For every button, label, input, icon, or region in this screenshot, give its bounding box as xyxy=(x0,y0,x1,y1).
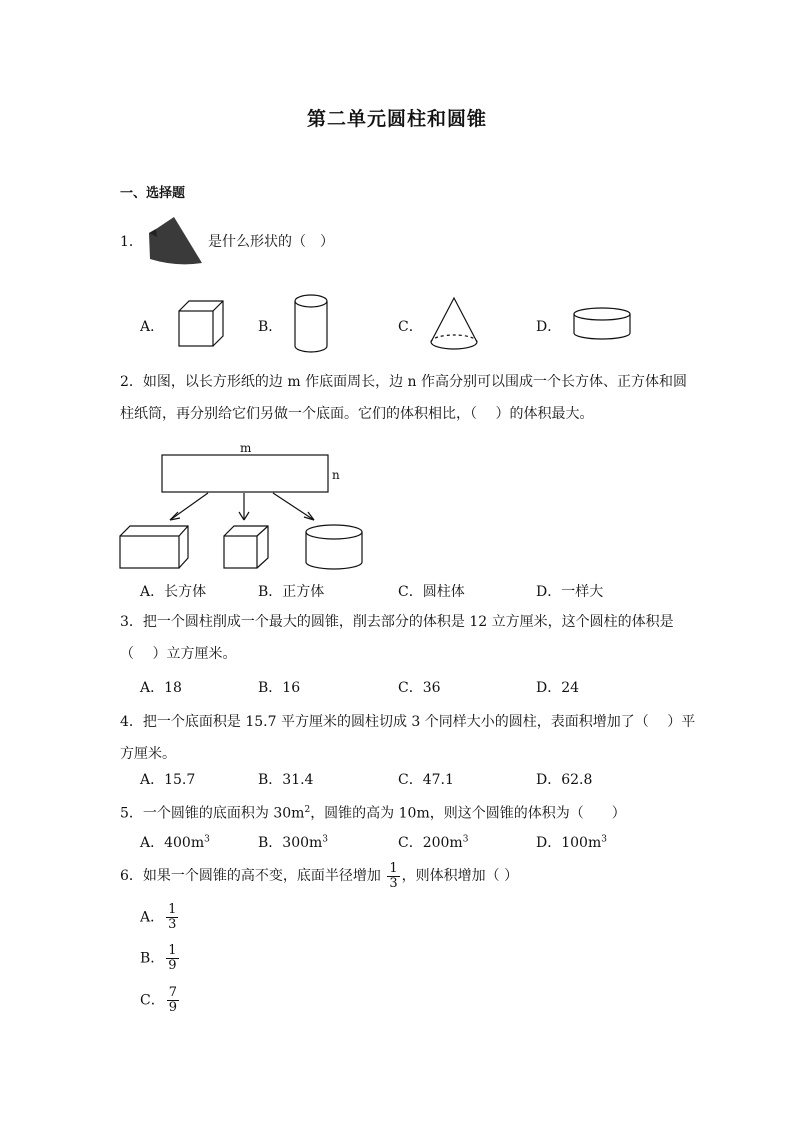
q3-line1: 3．把一个圆柱削成一个最大的圆锥，削去部分的体积是 12 立方厘米，这个圆柱的体积是 xyxy=(120,614,674,630)
q2-option-d[interactable]: D．一样大 xyxy=(536,584,604,600)
q3-option-a[interactable]: A．18 xyxy=(140,680,182,696)
q3-option-d[interactable]: D．24 xyxy=(536,680,580,696)
q1-option-d-label[interactable]: D． xyxy=(536,319,562,335)
q5-option-b-sup: 3 xyxy=(322,834,329,845)
q6-fraction-den: 3 xyxy=(389,875,398,891)
q6-text-a: 6．如果一个圆锥的高不变，底面半径增加 xyxy=(120,868,381,884)
q4-line1: 4．把一个底面积是 15.7 平方厘米的圆柱切成 3 个同样大小的圆柱，表面积增加了（ ）平 xyxy=(120,714,696,730)
q1-number: 1． xyxy=(120,234,143,250)
q6-option-a-label: A． xyxy=(140,909,165,926)
cylinder-shape-icon xyxy=(294,294,330,356)
q6-option-b-label: B． xyxy=(140,950,165,967)
page-title: 第二单元圆柱和圆锥 xyxy=(306,108,487,130)
q2-option-b[interactable]: B．正方体 xyxy=(258,584,325,600)
q6-text-b: ，则体积增加（ ） xyxy=(401,868,519,884)
q5-option-c-value: C．200m xyxy=(398,835,463,851)
q6-option-c-label: C． xyxy=(140,992,165,1009)
cube-shape-icon xyxy=(178,300,224,348)
q6-option-a[interactable] xyxy=(140,903,180,932)
q1-option-c-label[interactable]: C． xyxy=(398,319,423,335)
q5-text-a: 5．一个圆锥的底面积为 30m xyxy=(120,805,305,822)
q6-text xyxy=(120,860,518,892)
q2-paper-figure xyxy=(118,440,358,572)
q5-option-d-value: D．100m xyxy=(536,835,602,851)
q6-fraction-num: 1 xyxy=(389,860,398,876)
q6-option-b-fraction xyxy=(166,944,178,973)
q1-option-a-label[interactable]: A． xyxy=(140,319,165,335)
q6-option-a-num: 1 xyxy=(168,902,177,917)
q4-option-a[interactable]: A．15.7 xyxy=(140,772,196,788)
q6-option-c-fraction xyxy=(167,986,179,1015)
q2-label-n: n xyxy=(332,468,340,482)
q6-option-c[interactable] xyxy=(140,986,181,1015)
q2-option-c[interactable]: C．圆柱体 xyxy=(398,584,465,600)
q6-option-b[interactable] xyxy=(140,944,181,973)
section-heading: 一、选择题 xyxy=(120,186,186,201)
q4-line2: 方厘米。 xyxy=(120,746,176,762)
q2-line2: 柱纸筒，再分别给它们另做一个底面。它们的体积相比，（ ）的体积最大。 xyxy=(120,406,594,422)
q1-cone-shadow-image xyxy=(146,215,206,267)
q5-text-b: ，圆锥的高为 10m，则这个圆锥的体积为（ ） xyxy=(310,805,626,822)
q6-option-c-num: 7 xyxy=(168,985,177,1000)
q5-option-b[interactable] xyxy=(258,832,328,852)
q5-text xyxy=(120,794,626,830)
q6-option-a-den: 3 xyxy=(168,917,177,932)
q5-option-d[interactable] xyxy=(536,832,607,852)
q5-option-c[interactable] xyxy=(398,832,468,852)
q1-option-b-label[interactable]: B． xyxy=(258,319,283,335)
q4-option-c[interactable]: C．47.1 xyxy=(398,772,454,788)
q6-option-c-den: 9 xyxy=(168,1000,177,1015)
q6-fraction xyxy=(387,862,399,891)
q5-option-d-sup: 3 xyxy=(601,834,607,845)
q2-line1: 2．如图，以长方形纸的边 m 作底面周长，边 n 作高分别可以围成一个长方体、正方体和圆 xyxy=(120,374,687,390)
q3-option-b[interactable]: B．16 xyxy=(258,680,301,696)
q1-text: 是什么形状的（ ） xyxy=(208,234,334,250)
q3-line2: （ ）立方厘米。 xyxy=(120,646,237,662)
q4-option-d[interactable]: D．62.8 xyxy=(536,772,593,788)
q6-option-b-den: 9 xyxy=(168,958,177,973)
short-cylinder-shape-icon xyxy=(573,306,633,342)
q6-option-b-num: 1 xyxy=(168,943,177,958)
q5-sup-a: 2 xyxy=(304,805,311,815)
q3-option-c[interactable]: C．36 xyxy=(398,680,441,696)
cone-shape-icon xyxy=(430,296,478,354)
q6-option-a-fraction xyxy=(166,903,178,932)
q5-option-b-value: B．300m xyxy=(258,835,323,851)
q2-option-a[interactable]: A．长方体 xyxy=(140,584,207,600)
q2-label-m: m xyxy=(240,441,252,455)
q5-option-a-sup: 3 xyxy=(204,834,210,845)
q5-option-c-sup: 3 xyxy=(462,834,469,845)
q5-option-a-value: A．400m xyxy=(140,835,205,851)
q4-option-b[interactable]: B．31.4 xyxy=(258,772,314,788)
q5-option-a[interactable] xyxy=(140,832,210,852)
